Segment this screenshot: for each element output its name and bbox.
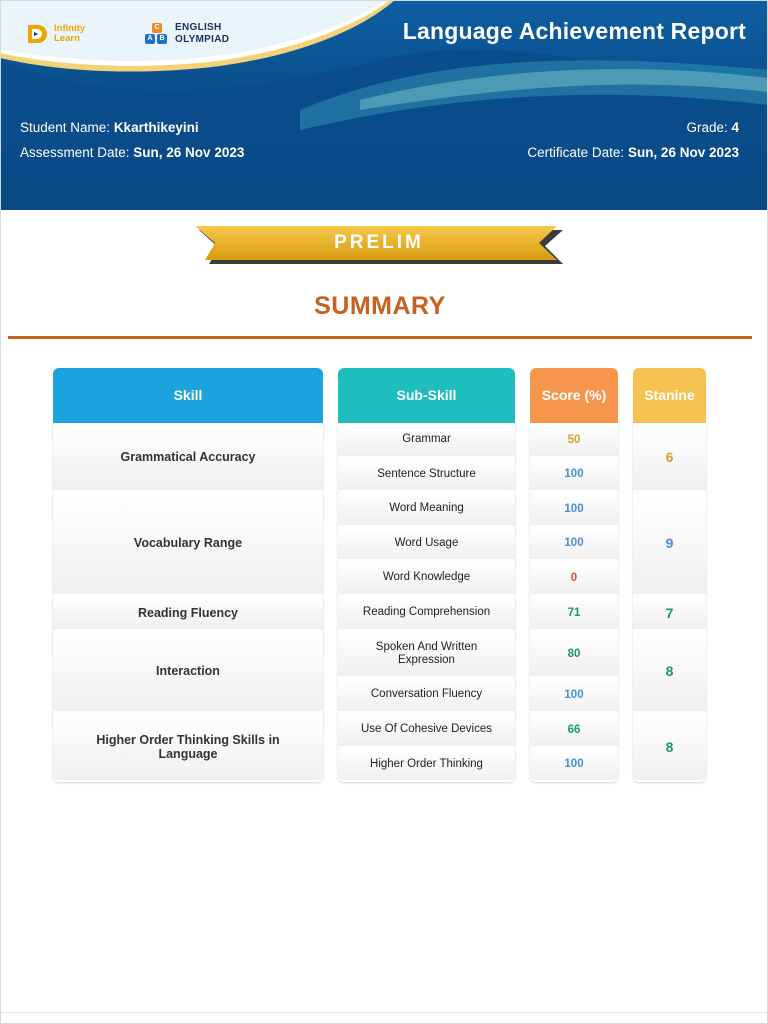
score-cell: 100 [530, 527, 618, 561]
sub-skill-cell: Word Meaning [338, 492, 515, 527]
skill-cell: Higher Order Thinking Skills in Language [53, 713, 323, 782]
ribbon-label: PRELIM [334, 232, 424, 253]
olympiad-logo-line1: ENGLISH [175, 22, 222, 33]
assessment-date-value: Sun, 26 Nov 2023 [133, 145, 245, 160]
block-letter-c: C [152, 23, 162, 33]
certificate-date-value: Sun, 26 Nov 2023 [627, 145, 739, 160]
student-name-row [20, 120, 199, 135]
score-cell: 0 [530, 561, 618, 596]
skill-cell: Grammatical Accuracy [53, 423, 323, 492]
stanine-cell: 8 [633, 631, 706, 713]
skill-header: Skill [53, 368, 323, 423]
sub-skill-header: Sub-Skill [338, 368, 515, 423]
sub-skill-cell: Spoken And Written Expression [338, 631, 515, 678]
assessment-date-row [20, 145, 244, 160]
report-header [0, 0, 768, 210]
olympiad-blocks-icon [145, 23, 169, 45]
infinity-learn-logo [24, 22, 85, 46]
grade-row [686, 120, 739, 135]
sub-skill-cell: Conversation Fluency [338, 678, 515, 713]
stanine-cell: 6 [633, 423, 706, 492]
score-cell: 100 [530, 492, 618, 527]
skill-cell: Reading Fluency [53, 596, 323, 631]
olympiad-logo-line2: OLYMPIAD [175, 34, 230, 45]
score-cell: 66 [530, 713, 618, 748]
assessment-date-label: Assessment Date: [20, 145, 134, 160]
score-column [530, 368, 618, 782]
certificate-date-label: Certificate Date: [527, 145, 628, 160]
skill-cell: Interaction [53, 631, 323, 713]
prelim-ribbon [195, 226, 563, 264]
sub-skill-cell: Reading Comprehension [338, 596, 515, 631]
skill-column [53, 368, 323, 782]
score-cell: 80 [530, 631, 618, 678]
certificate-date-row [527, 145, 739, 160]
score-cell: 100 [530, 678, 618, 713]
score-cell: 100 [530, 458, 618, 492]
score-header: Score (%) [530, 368, 618, 423]
infinity-logo-line1: Infinity [54, 23, 86, 34]
sub-skill-cell: Higher Order Thinking [338, 748, 515, 782]
infinity-learn-icon [24, 22, 48, 46]
sub-skill-column [338, 368, 515, 782]
stanine-cell: 7 [633, 596, 706, 631]
english-olympiad-logo [145, 22, 229, 46]
score-cell: 71 [530, 596, 618, 631]
sub-skill-cell: Sentence Structure [338, 458, 515, 492]
stanine-cell: 8 [633, 713, 706, 782]
infinity-logo-line2: Learn [54, 33, 80, 44]
block-letter-a: A [145, 34, 155, 44]
summary-divider [8, 336, 752, 339]
stanine-header: Stanine [633, 368, 706, 423]
sub-skill-cell: Use Of Cohesive Devices [338, 713, 515, 748]
skill-cell: Vocabulary Range [53, 492, 323, 596]
grade-label: Grade: [686, 120, 732, 135]
report-title: Language Achievement Report [402, 18, 746, 44]
stanine-cell: 9 [633, 492, 706, 596]
stanine-column [633, 368, 706, 782]
student-name-value: Kkarthikeyini [113, 120, 199, 135]
sub-skill-cell: Word Usage [338, 527, 515, 561]
footer-divider [0, 1012, 768, 1013]
summary-title: SUMMARY [314, 292, 446, 320]
block-letter-b: B [157, 34, 167, 44]
sub-skill-cell: Grammar [338, 423, 515, 458]
score-cell: 50 [530, 423, 618, 458]
sub-skill-cell: Word Knowledge [338, 561, 515, 596]
score-cell: 100 [530, 748, 618, 782]
brand-logos [0, 0, 360, 74]
student-name-label: Student Name: [20, 120, 114, 135]
grade-value: 4 [731, 120, 739, 135]
